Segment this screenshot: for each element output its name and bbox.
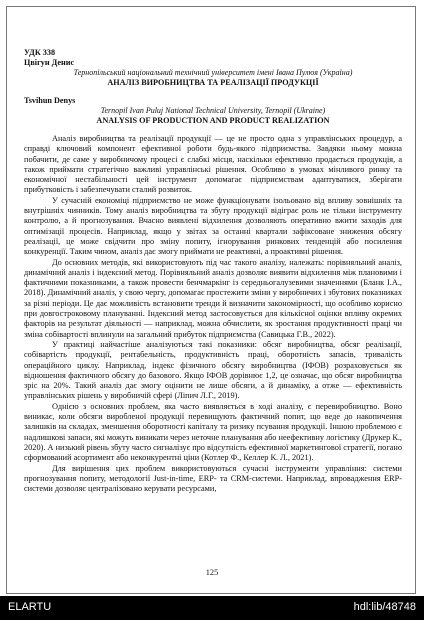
udc-code: УДК 338: [24, 48, 56, 57]
paragraph: У сучасній економіці підприємство не може функціонувати ізольовано від впливу зовнішніх та внутрішніх чинників. Тому аналіз виробництва та збуту продукції відіграє роль не тільки інструменту контролю, а й прогнозування. Вчасно виявлені відхилення дозволяють оперативно вжити заходів для оптимізації процесів. Наприклад, якщо у звітах за останні квартали зафіксоване зниження обсягу реалізації, це може свідчити про зміну попиту, ігнорування ринкових тенденцій або посилення конкуренції. Таким чином, аналіз дає змогу приймати не реактивні, а проактивні рішення.: [24, 195, 402, 257]
repository-footer-bar: [0, 596, 424, 620]
handle-id: hdl:lib/48748: [353, 601, 416, 613]
page-number: 125: [205, 568, 219, 577]
paragraph: Аналіз виробництва та реалізації продукції — це не просто одна з управлінських процедур, а справді ключовий компонент ефективної роботи будь-якого підприємства. Завдяки ньому можна побачити, де саме у виробничому процесі є слабкі місця, наскільки ефективно продається продукція, а також приймати стратегічно важливі управлінські рішення. Особливо в умовах мінливого ринку та економічної нестабільності цей інструмент допомагає підприємствам адаптуватися, зберігати прибутковість і забезпечувати сталий розвиток.: [24, 134, 402, 195]
title-ua: АНАЛІЗ ВИРОБНИЦТВА ТА РЕАЛІЗАЦІЇ ПРОДУКЦІЇ: [107, 78, 319, 87]
author-ua: Цвігун Денис: [24, 58, 75, 67]
affiliation-en: Ternopil Ivan Puluj National Technical University, Ternopil (Ukraine): [100, 106, 326, 115]
paragraph: У практиці найчастіше аналізуються такі показники: обсяг виробництва, обсяг реалізації, собівартість продукції, рентабельність, продуктивність праці, оборотність запасів, тривалість операційного циклу. Наприклад, індекс фізичного обсягу виробництва (ІФОВ) розраховується як відношення фактичного обсягу до базового. Якщо ІФОВ дорівнює 1,2, це означає, що обсяг виробництва зріс на 20%. Такий аналіз дає змогу оцінити не лише обсяги, а й динаміку, а отже — ефективність управлінських рішень у виробничій сфері (Ліпич Л.Г., 2019).: [24, 339, 402, 401]
spacer: [24, 88, 402, 96]
title-en: ANALYSIS OF PRODUCTION AND PRODUCT REALIZATION: [96, 116, 330, 125]
repository-name: ELARTU: [8, 601, 52, 613]
affiliation-ua: Тернопільський національний технічний університет імені Івана Пулюя (Україна): [73, 68, 353, 77]
author-en: Tsvihun Denys: [24, 96, 76, 105]
paragraph: Однією з основних проблем, яка часто виявляється в ході аналізу, є перевиробництво. Воно виникає, коли обсяги виробленої продукції перевищують фактичний попит, що веде до накопичення залишків на складах, зменшення оборотності капіталу та ризику псування продукції. Іншою проблемою є надлишкові запаси, які можуть виникати через неточне планування або неефективну логістику (Друкер К., 2020). А низький рівень збуту часто сигналізує про відсутність ефективної маркетингової стратегії, погано сформований асортимент або неконкурентні ціни (Котлер Ф., Келлер К. Л., 2021).: [24, 401, 402, 463]
spacer: [24, 126, 402, 134]
document-body: [24, 48, 402, 494]
paragraph: Для вирішення цих проблем використовуються сучасні інструменти управління: системи прогнозування попиту, методології Just-in-time, ERP- та CRM-системи. Наприклад, впровадження ERP-системи дозволяє централізовано керувати ресурсами,: [24, 463, 402, 494]
paragraph: До основних методів, які використовують під час такого аналізу, належать: порівняльний аналіз, динамічний аналіз і індексний метод. Порівняльний аналіз дозволяє виявити відхилення між плановими і фактичними показниками, а також провести бенчмаркінг із середньогалузевими значеннями (Бланк І.А., 2018). Динамічний аналіз, у свою чергу, допомагає простежити зміни у виробничих і збутових показниках за різні періоди. Це дає можливість встановити тренди й визначити закономірності, що особливо корисно при довгостроковому плануванні. Індексний метод застосовується для кількісної оцінки впливу окремих факторів на результат діяльності — наприклад, можна обчислити, як зростання продуктивності праці чи зміна собівартості вплинули на загальний прибуток підприємства (Савицька Г.В., 2022).: [24, 257, 402, 339]
